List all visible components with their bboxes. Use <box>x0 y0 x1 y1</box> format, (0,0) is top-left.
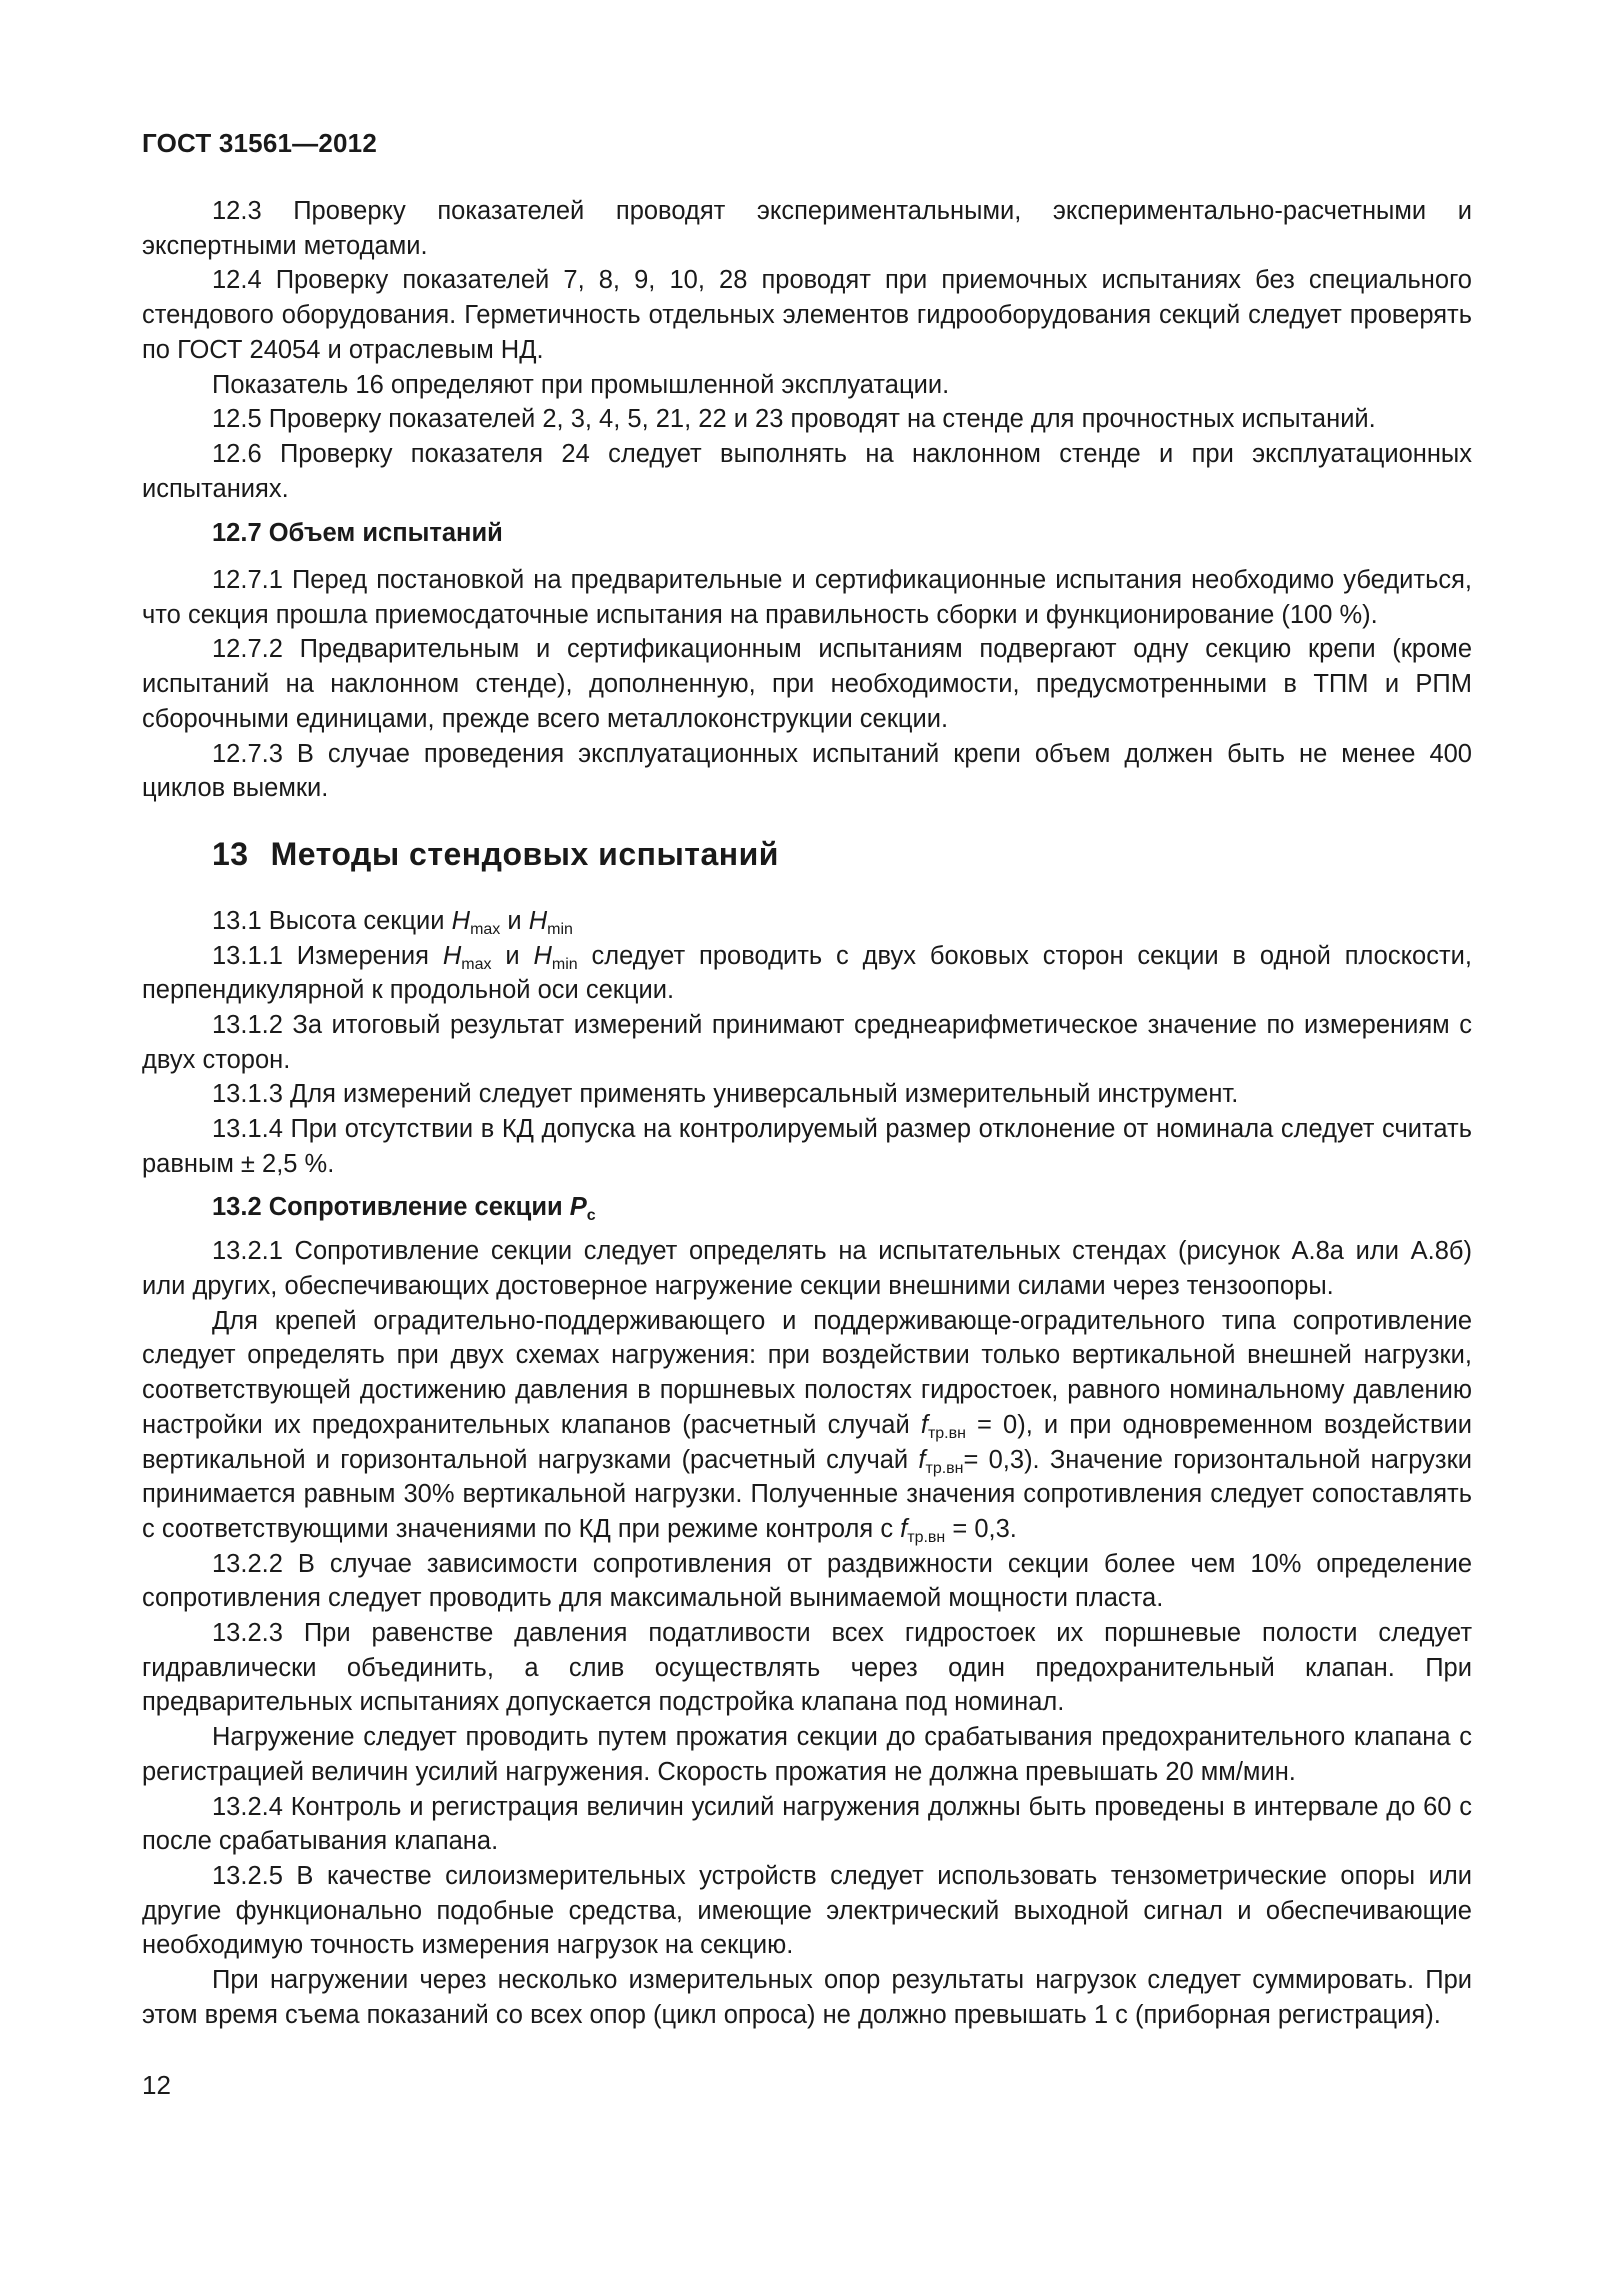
paragraph-12-7-2: 12.7.2 Предварительным и сертификационным испытаниям подвергают одну секцию крепи (кроме испытаний на наклонном стенде), дополненную, при необходимости, предусмотренными в ТПМ и РПМ сборочными единицами, прежде всего металлоконструкции секции. <box>142 635 1472 733</box>
paragraph-12-4: 12.4 Проверку показателей 7, 8, 9, 10, 28 проводят при приемочных испытаниях без специального стендового оборудования. Герметичность отдельных элементов гидрооборудования секций следует проверять по ГОСТ 24054 и отраслевым НД. <box>142 266 1472 364</box>
document-body <box>142 194 1472 2032</box>
paragraph-12-7-3: 12.7.3 В случае проведения эксплуатационных испытаний крепи объем должен быть не менее 400 циклов выемки. <box>142 739 1472 803</box>
paragraph-13-2-4: 13.2.4 Контроль и регистрация величин усилий нагружения должны быть проведены в интервале до 60 с после срабатывания клапана. <box>142 1792 1472 1856</box>
paragraph-13-2-1: 13.2.1 Сопротивление секции следует определять на испытательных стендах (рисунок А.8а или А.8б) или других, обеспечивающих достоверное нагружение секции внешними силами через тензоопоры. <box>142 1237 1472 1300</box>
paragraph-12-5: 12.5 Проверку показателей 2, 3, 4, 5, 21, 22 и 23 проводят на стенде для прочностных испытаний. <box>212 405 1376 434</box>
paragraph-13-1-4: 13.1.4 При отсутствии в КД допуска на контролируемый размер отклонение от номинала следует считать равным ± 2,5 %. <box>142 1115 1472 1178</box>
paragraph-13-2-2: 13.2.2 В случае зависимости сопротивления от раздвижности секции более чем 10% определение сопротивления следует проводить для максимальной вынимаемой мощности пласта. <box>142 1549 1472 1613</box>
paragraph-13-1-3: 13.1.3 Для измерений следует применять универсальный измерительный инструмент. <box>212 1080 1239 1109</box>
page-number: 12 <box>142 2070 171 2100</box>
paragraph-13-1-2: 13.1.2 За итоговый результат измерений принимают среднеарифметическое значение по измерениям с двух сторон. <box>142 1011 1472 1074</box>
paragraph-13-1-1: 13.1.1 Измерения $H_{max}$ и $H_{min}$ следует проводить с двух боковых сторон секции в одной плоскости, перпендикулярной к продольной оси секции. <box>142 941 1472 1005</box>
paragraph-12-7-1: 12.7.1 Перед постановкой на предварительные и сертификационные испытания необходимо убедиться, что секция прошла приемосдаточные испытания на правильность сборки и функционирование (100 %). <box>142 566 1472 629</box>
paragraph-loading: Нагружение следует проводить путем прожатия секции до срабатывания предохранительного клапана с регистрацией величин усилий нагружения. Скорость прожатия не должна превышать 20 мм/мин. <box>142 1723 1472 1786</box>
heading-13-2: 13.2 Сопротивление секции $P_c$ <box>212 1192 596 1224</box>
paragraph-13-2-5: 13.2.5 В качестве силоизмерительных устройств следует использовать тензометрические опоры или другие функционально подобные средства, имеющие электрический выходной сигнал и обеспечивающие необходимую точность измерения нагрузок на секцию. <box>142 1861 1472 1960</box>
section-13-heading <box>142 834 1472 874</box>
section-number: 13 <box>212 835 249 872</box>
paragraph-13-2-3: 13.2.3 При равенстве давления податливости всех гидростоек их поршневые полости следует гидравлически объединить, а слив осуществлять через один предохранительный клапан. При предварительных испытаниях допускается подстройка клапана под номинал. <box>142 1619 1472 1717</box>
paragraph-indicator-16: Показатель 16 определяют при промышленной эксплуатации. <box>212 370 950 399</box>
paragraph-12-6: 12.6 Проверку показателя 24 следует выполнять на наклонном стенде и при эксплуатационных испытаниях. <box>142 439 1472 503</box>
paragraph-12-3: 12.3 Проверку показателей проводят экспериментальными, экспериментально-расчетными и экспертными методами. <box>142 197 1472 260</box>
paragraph-13-1: 13.1 Высота секции $H_{max}$ и $H_{min}$ <box>212 906 573 938</box>
paragraph-multiple-supports: При нагружении через несколько измерительных опор результаты нагрузок следует суммировать. При этом время съема показаний со всех опор (цикл опроса) не должно превышать 1 с (приборная регистрация). <box>142 1966 1472 2029</box>
section-title: Методы стендовых испытаний <box>270 835 779 872</box>
heading-12-7: 12.7 Объем испытаний <box>212 519 503 548</box>
paragraph-loading-schemes: Для крепей оградительно-поддерживающего и поддерживающе-оградительного типа сопротивление следует определять при двух схемах нагружения: при воздействии только вертикальной внешней нагрузки, соответствующей достижению давления в поршневых полостях гидростоек, равного номинальному давлению настройки их предохранительных клапанов (расчетный случай $f_{тр.вн} = 0$), и при одновременном воздействии вертикальной и горизонтальной нагрузками (расчетный случай $f_{тр.вн}= 0,3$). Значение горизонтальной нагрузки принимается равным 30% вертикальной нагрузки. Полученные значения сопротивления следует сопоставлять с соответствующими значениями по КД при режиме контроля с $f_{тр.вн} = 0,3$. <box>142 1306 1472 1546</box>
document-header: ГОСТ 31561—2012 <box>142 128 377 158</box>
